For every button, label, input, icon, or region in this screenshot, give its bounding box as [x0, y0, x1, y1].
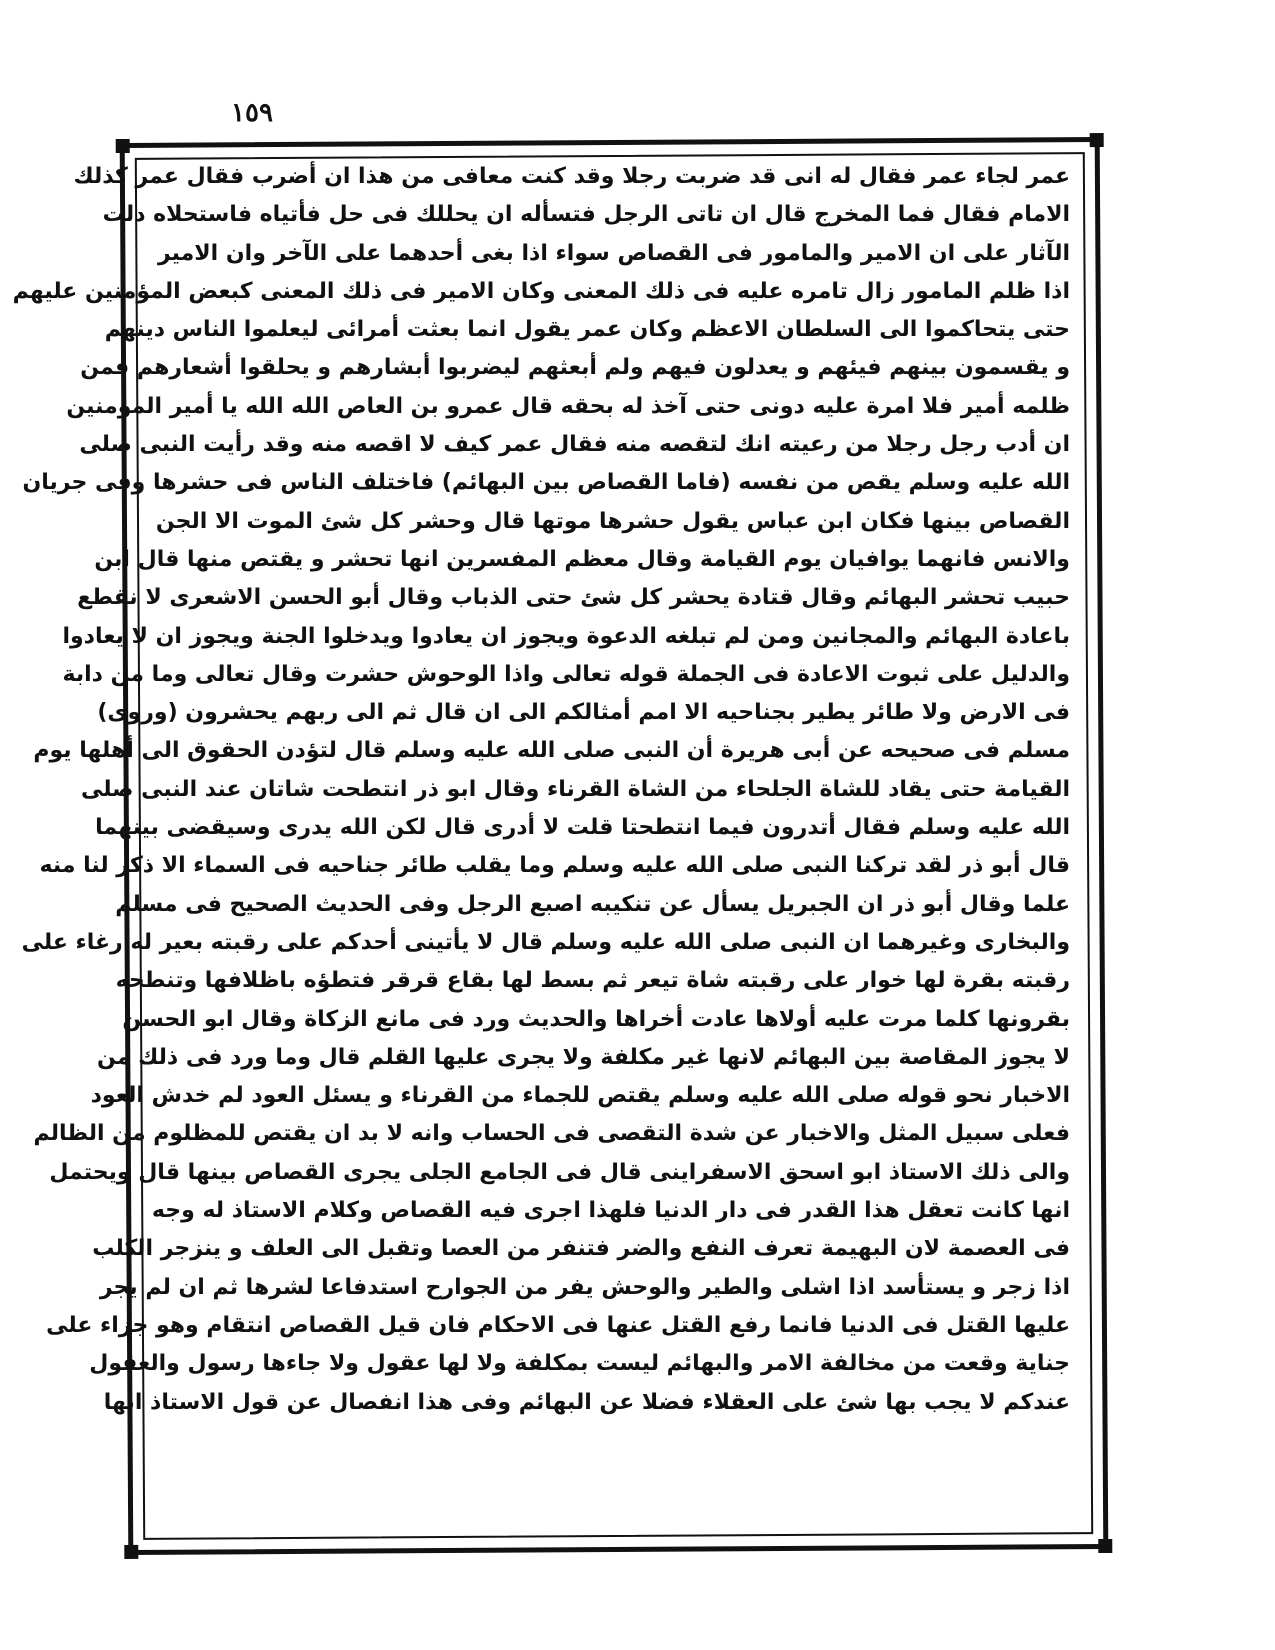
page-number: ١٥٩ [231, 98, 273, 128]
border-corner-ornament [1090, 133, 1104, 147]
text-line: والبخارى وغيرهما ان النبى صلى الله عليه وسلم قال لا يأتينى أحدكم على رقبته بعير له رغاء على [21, 929, 1070, 955]
text-line: عمر لجاء عمر فقال له انى قد ضربت رجلا وقد كنت معافى من هذا ان أضرب فقال عمر كذلك [73, 164, 1070, 189]
body-text [12, 158, 1070, 1538]
text-line: حبيب تحشر البهائم وقال قتادة يحشر كل شئ حتى الذباب وقال أبو الحسن الاشعرى لا نقطع [77, 585, 1070, 611]
text-line: فى الارض ولا طائر يطير بجناحيه الا امم أمثالكم الى ان قال ثم الى ربهم يحشرون (وروى) [97, 700, 1070, 726]
text-line: والدليل على ثبوت الاعادة فى الجملة قوله تعالى واذا الوحوش حشرت وقال تعالى وما من دابة [62, 661, 1070, 687]
text-line: الله عليه وسلم فقال أتدرون فيما انتطحتا قلت لا أدرى قال لكن الله يدرى وسيقضى بينهما [95, 815, 1070, 841]
text-line: الله عليه وسلم يقص من نفسه (فاما القصاص بين البهائم) فاختلف الناس فى حشرها وفى جريان [22, 470, 1070, 496]
text-line: باعادة البهائم والمجانين ومن لم تبلغه الدعوة ويجوز ان يعادوا ويدخلوا الجنة ويجوز ان لا يعادوا [62, 623, 1070, 649]
border-corner-ornament [1098, 1539, 1112, 1553]
text-line: قال أبو ذر لقد تركنا النبى صلى الله عليه وسلم وما يقلب طائر جناحيه فى السماء الا ذكر لنا منه [39, 853, 1070, 879]
text-line: علما وقال أبو ذر ان الجبريل يسأل عن تنكيبه اصبع الرجل وفى الحديث الصحيح فى مسلم [115, 891, 1070, 917]
text-line: عندكم لا يجب بها شئ على العقلاء فضلا عن البهائم وفى هذا انفصال عن قول الاستاذ انها [103, 1389, 1070, 1415]
text-line: فعلى سبيل المثل والاخبار عن شدة التقصى فى الحساب وانه لا بد ان يقتص للمظلوم من الظالم [33, 1121, 1070, 1147]
text-line: مسلم فى صحيحه عن أبى هريرة أن النبى صلى الله عليه وسلم قال لتؤدن الحقوق الى أهلها يوم [33, 738, 1070, 764]
text-line: و يقسمون بينهم فيئهم و يعدلون فيهم ولم أبعثهم ليضربوا أبشارهم و يحلقوا أشعارهم فمن [80, 355, 1070, 381]
text-line: جناية وقعت من مخالفة الامر والبهائم ليست بمكلفة ولا لها عقول ولا جاءها رسول والعقول [89, 1351, 1070, 1377]
text-line: رقبته بقرة لها خوار على رقبته شاة تيعر ثم بسط لها بقاع قرقر فتطؤه باظلافها وتنطحه [115, 968, 1070, 994]
text-line: بقرونها كلما مرت عليه أولاها عادت أخراها والحديث ورد فى مانع الزكاة وقال ابو الحسن [122, 1006, 1070, 1032]
text-line: اذا ظلم المامور زال تامره عليه فى ذلك المعنى وكان الامير فى ذلك المعنى كبعض المؤمنين عليهم [12, 278, 1070, 304]
text-line: لا يجوز المقاصة بين البهائم لانها غير مكلفة ولا يجرى عليها القلم قال وما ورد فى ذلك من [97, 1044, 1070, 1070]
text-line: القيامة حتى يقاد للشاة الجلحاء من الشاة القرناء وقال ابو ذر انتطحت شاتان عند النبى صلى [80, 776, 1070, 802]
text-line: والى ذلك الاستاذ ابو اسحق الاسفراينى قال فى الجامع الجلى يجرى القصاص بينها قال ويحتمل [49, 1159, 1070, 1185]
text-line: انها كانت تعقل هذا القدر فى دار الدنيا فلهذا اجرى فيه القصاص وكلام الاستاذ له وجه [151, 1198, 1070, 1224]
border-corner-ornament [116, 139, 130, 153]
text-line: والانس فانهما يوافيان يوم القيامة وقال معظم المفسرين انها تحشر و يقتص منها قال ابن [94, 546, 1070, 572]
text-line: الامام فقال فما المخرج قال ان تاتى الرجل فتسأله ان يحللك فى حل فأتياه فاستحلاه دلت [102, 202, 1070, 228]
text-line: فى العصمة لان البهيمة تعرف النفع والضر فتنفر من العصا وتقبل الى العلف و ينزجر الكلب [92, 1236, 1070, 1262]
text-line: القصاص بينها فكان ابن عباس يقول حشرها موتها قال وحشر كل شئ الموت الا الجن [155, 508, 1070, 534]
text-line: حتى يتحاكموا الى السلطان الاعظم وكان عمر يقول انما بعثت أمرائى ليعلموا الناس دينهم [104, 317, 1070, 343]
text-line: الآثار على ان الامير والمامور فى القصاص سواء اذا بغى أحدهما على الآخر وان الامير [158, 240, 1070, 266]
text-line: ظلمه أمير فلا امرة عليه دونى حتى آخذ له بحقه قال عمرو بن العاص الله الله يا أمير المؤمنين [66, 393, 1070, 419]
text-line: ان أدب رجل رجلا من رعيته انك لتقصه منه فقال عمر كيف لا اقصه منه وقد رأيت النبى صلى [79, 432, 1070, 458]
text-line: الاخبار نحو قوله صلى الله عليه وسلم يقتص للجماء من القرناء و يسئل العود لم خدش العود [90, 1083, 1070, 1109]
border-corner-ornament [124, 1545, 138, 1559]
text-line: عليها القتل فى الدنيا فانما رفع القتل عنها فى الاحكام فان قيل القصاص انتقام وهو جزاء على [46, 1312, 1070, 1338]
text-line: اذا زجر و يستأسد اذا اشلى والطير والوحش يفر من الجوارح استدفاعا لشرها ثم ان لم يجر [99, 1274, 1070, 1300]
